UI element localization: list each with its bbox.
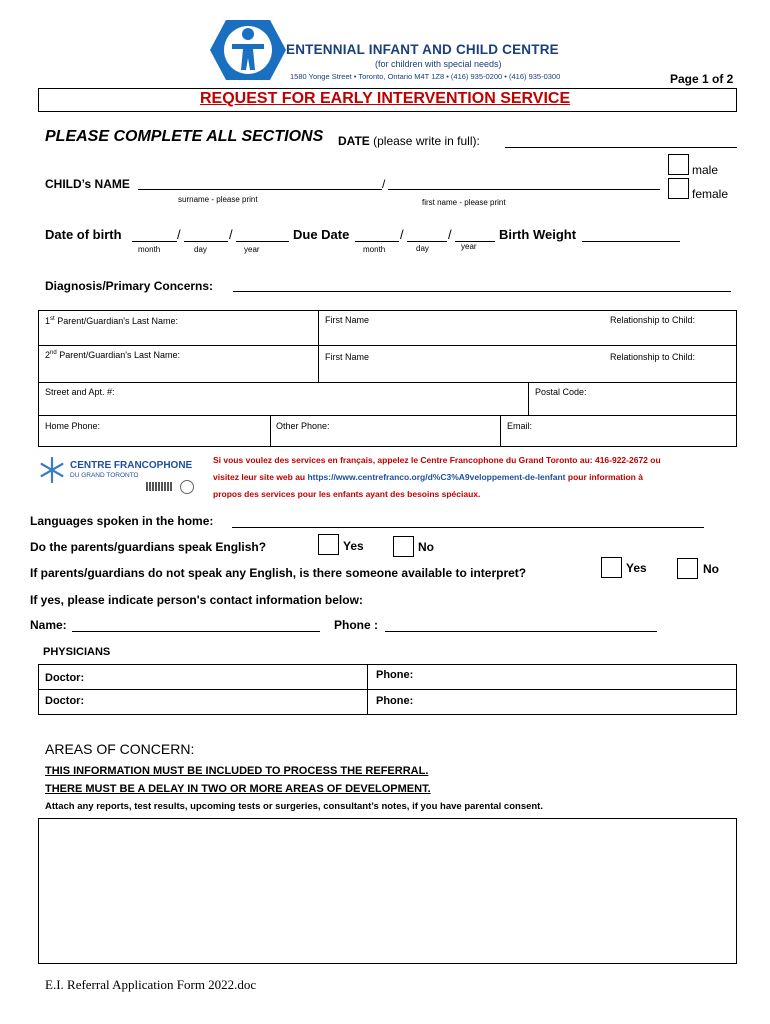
date-field[interactable] <box>505 147 737 148</box>
due-slash-2: / <box>448 227 452 242</box>
email-label: Email: <box>507 421 533 431</box>
p2-sup: nd <box>50 350 57 356</box>
dob-label: Date of birth <box>45 227 122 242</box>
parent2-lastname-label <box>45 350 180 360</box>
dob-day-field[interactable] <box>184 241 228 242</box>
female-checkbox[interactable] <box>668 178 689 199</box>
org-tagline: (for children with special needs) <box>375 59 502 69</box>
interpret-question: If parents/guardians do not speak any English, is there someone available to interpret? <box>30 566 527 580</box>
doctor1-label: Doctor: <box>45 672 85 684</box>
email-cell[interactable] <box>500 415 737 447</box>
interpreter-name-label: Name: <box>30 618 67 632</box>
francophone-line2-start: visitez leur site web au <box>213 472 308 482</box>
english-yes-checkbox[interactable] <box>318 534 339 555</box>
concern-heading: AREAS OF CONCERN: <box>45 741 195 757</box>
surname-hint: surname - please print <box>178 195 258 204</box>
interpret-yes-checkbox[interactable] <box>601 557 622 578</box>
english-question: Do the parents/guardians speak English? <box>30 540 267 554</box>
date-label-text: DATE <box>338 134 370 148</box>
street-label: Street and Apt. #: <box>45 387 115 397</box>
parent1-lastname-label <box>45 316 178 326</box>
centre-francophone-logo <box>38 454 208 498</box>
doctor1-cell[interactable] <box>38 664 368 690</box>
org-address: 1580 Yonge Street • Toronto, Ontario M4T 1Z8 • (416) 935-0200 • (416) 935-0300 <box>290 72 561 81</box>
other-phone-cell[interactable] <box>270 415 501 447</box>
due-year-hint: year <box>461 242 477 251</box>
english-yes-label: Yes <box>343 539 364 553</box>
postal-label: Postal Code: <box>535 387 587 397</box>
phone1-label: Phone: <box>376 669 414 681</box>
male-checkbox[interactable] <box>668 154 689 175</box>
parent2-firstname-label: First Name <box>325 352 370 362</box>
languages-field[interactable] <box>232 527 704 528</box>
p1-sup: st <box>50 316 55 322</box>
english-no-checkbox[interactable] <box>393 536 414 557</box>
form-title: REQUEST FOR EARLY INTERVENTION SERVICE <box>200 90 571 107</box>
interpreter-phone-field[interactable] <box>385 631 657 632</box>
doctor2-cell[interactable] <box>38 689 368 715</box>
doctor2-label: Doctor: <box>45 695 85 707</box>
francophone-line1: Si vous voulez des services en français, appelez le Centre Francophone du Grand Toronto au: 416-922-2672 ou <box>213 455 661 465</box>
due-day-hint: day <box>416 244 429 253</box>
name-slash: / <box>382 177 386 191</box>
due-month-hint: month <box>363 245 386 254</box>
date-hint: (please write in full): <box>373 134 480 148</box>
parent1-relationship-label: Relationship to Child: <box>610 315 696 325</box>
diagnosis-label: Diagnosis/Primary Concerns: <box>45 279 214 293</box>
francophone-line3: propos des services pour les enfants ayant des besoins spéciaux. <box>213 489 481 499</box>
partner-logos <box>146 480 208 494</box>
footer-filename: E.I. Referral Application Form 2022.doc <box>45 977 257 992</box>
diagnosis-field[interactable] <box>233 291 731 292</box>
interpret-yes-label: Yes <box>626 561 647 575</box>
francophone-line2 <box>213 472 643 482</box>
parent2-relationship-label: Relationship to Child: <box>610 352 696 362</box>
due-day-field[interactable] <box>407 241 447 242</box>
concern-textarea[interactable] <box>38 818 737 964</box>
child-name-label: CHILD’s NAME <box>45 177 130 191</box>
male-label: male <box>692 163 719 177</box>
parent2-firstname-cell[interactable] <box>318 345 737 383</box>
due-date-label: Due Date <box>293 227 350 242</box>
due-slash-1: / <box>400 227 404 242</box>
languages-label: Languages spoken in the home: <box>30 514 214 528</box>
home-phone-cell[interactable] <box>38 415 271 447</box>
phone2-label: Phone: <box>376 695 414 707</box>
logo-title: CENTRE FRANCOPHONE <box>70 460 193 471</box>
complete-all-heading: PLEASE COMPLETE ALL SECTIONS <box>45 128 324 145</box>
centennial-logo <box>208 18 288 82</box>
date-label <box>338 134 480 148</box>
snowflake-icon <box>38 456 66 484</box>
concern-line2: THERE MUST BE A DELAY IN TWO OR MORE AREAS OF DEVELOPMENT. <box>45 783 431 795</box>
dob-day-hint: day <box>194 245 207 254</box>
surname-field[interactable] <box>138 189 382 190</box>
org-name: ENTENNIAL INFANT AND CHILD CENTRE <box>286 42 559 57</box>
francophone-link[interactable]: https://www.centrefranco.org/d%C3%A9veloppement-de-lenfant <box>307 472 566 482</box>
home-phone-label: Home Phone: <box>45 421 101 431</box>
interpreter-phone-label: Phone : <box>334 618 378 632</box>
interpreter-name-field[interactable] <box>72 631 320 632</box>
concern-line3: Attach any reports, test results, upcoming tests or surgeries, consultant’s notes, if you have parental consent. <box>45 801 543 812</box>
concern-line1: THIS INFORMATION MUST BE INCLUDED TO PROCESS THE REFERRAL. <box>45 765 429 777</box>
english-no-label: No <box>418 540 434 554</box>
logo-sub: DU GRAND TORONTO <box>70 472 139 479</box>
dob-year-field[interactable] <box>236 241 289 242</box>
physicians-heading: PHYSICIANS <box>43 646 111 658</box>
interpret-no-checkbox[interactable] <box>677 558 698 579</box>
phone2-cell[interactable] <box>367 689 737 715</box>
birth-weight-field[interactable] <box>582 241 680 242</box>
other-phone-label: Other Phone: <box>276 421 330 431</box>
due-month-field[interactable] <box>355 241 399 242</box>
p2-label-text: Parent/Guardian's Last Name: <box>59 350 180 360</box>
dob-month-field[interactable] <box>132 241 177 242</box>
contact-instruction: If yes, please indicate person's contact information below: <box>30 593 363 607</box>
firstname-hint: first name - please print <box>422 198 506 207</box>
phone1-cell[interactable] <box>367 664 737 690</box>
p1-number: 1 <box>45 316 51 326</box>
parent1-firstname-label: First Name <box>325 315 370 325</box>
francophone-line2-end: pour information à <box>565 472 643 482</box>
page-number: Page 1 of 2 <box>670 72 734 86</box>
dob-slash-1: / <box>177 227 181 242</box>
p2-number: 2 <box>45 350 51 360</box>
interpret-no-label: No <box>703 562 719 576</box>
dob-year-hint: year <box>244 245 260 254</box>
firstname-field[interactable] <box>388 189 660 190</box>
birth-weight-label: Birth Weight <box>499 227 577 242</box>
p1-label-text: Parent/Guardian's Last Name: <box>57 316 178 326</box>
female-label: female <box>692 187 729 201</box>
dob-month-hint: month <box>138 245 161 254</box>
dob-slash-2: / <box>229 227 233 242</box>
